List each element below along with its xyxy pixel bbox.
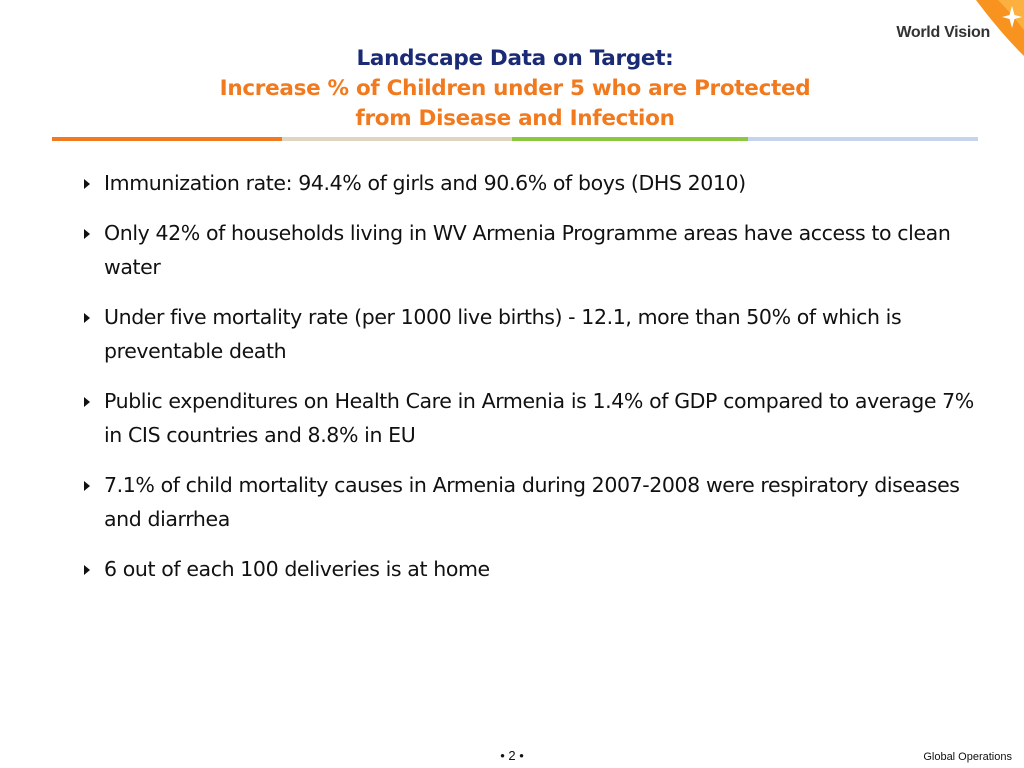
page-subtitle-line-1: Increase % of Children under 5 who are Protected <box>219 76 811 101</box>
bullet-arrow-icon <box>84 179 90 189</box>
divider-segment-blue <box>748 137 978 141</box>
bullet-list <box>80 166 980 602</box>
divider-segment-green <box>512 137 748 141</box>
bullet-item <box>80 384 980 452</box>
bullet-arrow-icon <box>84 313 90 323</box>
divider-segment-beige <box>282 137 512 141</box>
divider-segment-orange <box>52 137 282 141</box>
bullet-arrow-icon <box>84 481 90 491</box>
bullet-text: Under five mortality rate (per 1000 live births) - 12.1, more than 50% of which is preventable death <box>104 305 902 363</box>
footer-label: Global Operations <box>923 751 1012 763</box>
bullet-arrow-icon <box>84 397 90 407</box>
bullet-text: Public expenditures on Health Care in Armenia is 1.4% of GDP compared to average 7% in CIS countries and 8.8% in EU <box>104 389 974 447</box>
bullet-text: Immunization rate: 94.4% of girls and 90.6% of boys (DHS 2010) <box>104 171 746 195</box>
page-number: • 2 • <box>500 748 524 763</box>
slide-title <box>50 44 980 134</box>
title-divider <box>52 137 978 141</box>
bullet-text: Only 42% of households living in WV Armenia Programme areas have access to clean water <box>104 221 951 279</box>
bullet-item <box>80 468 980 536</box>
bullet-item <box>80 300 980 368</box>
bullet-item <box>80 216 980 284</box>
bullet-item <box>80 552 980 586</box>
page-subtitle-line-2: from Disease and Infection <box>355 106 675 131</box>
bullet-text: 7.1% of child mortality causes in Armenia during 2007-2008 were respiratory diseases and diarrhea <box>104 473 960 531</box>
bullet-arrow-icon <box>84 229 90 239</box>
page-title: Landscape Data on Target: <box>356 46 674 71</box>
bullet-text: 6 out of each 100 deliveries is at home <box>104 557 490 581</box>
logo-wordmark: World Vision <box>896 24 990 41</box>
bullet-arrow-icon <box>84 565 90 575</box>
bullet-item <box>80 166 980 200</box>
